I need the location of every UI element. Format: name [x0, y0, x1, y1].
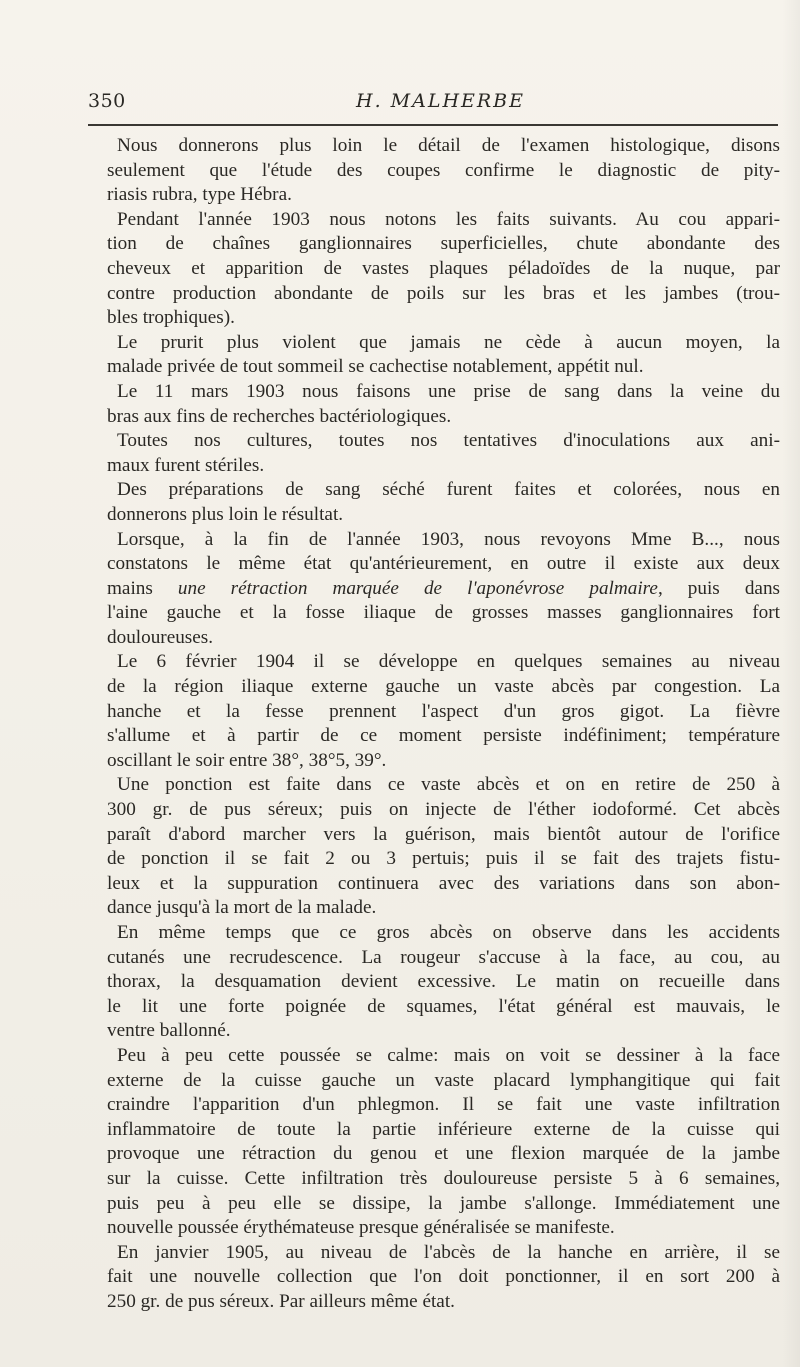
- text-line: seulement que l'étude des coupes confirme le diagnostic de pity-: [107, 159, 780, 181]
- text-line: l'aine gauche et la fosse iliaque de grosses masses ganglionnaires fort: [107, 602, 780, 624]
- text-line: 300 gr. de pus séreux; puis on injecte de l'éther iodoformé. Cet abcès: [107, 799, 780, 821]
- text-line: fait une nouvelle collection que l'on doit ponctionner, il en sort 200 à: [107, 1266, 780, 1288]
- text-line: malade privée de tout sommeil se cachectise notablement, appétit nul.: [107, 356, 644, 378]
- text-line: maux furent stériles.: [107, 454, 265, 476]
- text-line: Le prurit plus violent que jamais ne cède à aucun moyen, la: [117, 331, 780, 353]
- text-line: Nous donnerons plus loin le détail de l'examen histologique, disons: [117, 135, 780, 156]
- page-header: [88, 88, 778, 120]
- text-line: 250 gr. de pus séreux. Par ailleurs même état.: [107, 1290, 455, 1312]
- running-head: H. MALHERBE: [356, 90, 526, 112]
- text-line: s'allume et à partir de ce moment persiste indéfiniment; température: [107, 725, 780, 747]
- text-line: bras aux fins de recherches bactériologiques.: [107, 405, 452, 427]
- text-line: riasis rubra, type Hébra.: [107, 184, 292, 206]
- text-line: Peu à peu cette poussée se calme: mais on voit se dessiner à la face: [117, 1044, 780, 1066]
- text-line: Une ponction est faite dans ce vaste abcès et on en retire de 250 à: [117, 774, 780, 796]
- text-segment: , puis dans: [657, 577, 781, 599]
- text-line: leux et la suppuration continuera avec des variations dans son abon-: [107, 872, 780, 894]
- text-line: le lit une forte poignée de squames, l'état général est mauvais, le: [107, 995, 780, 1017]
- text-line: externe de la cuisse gauche un vaste placard lymphangitique qui fait: [107, 1069, 780, 1091]
- page-number: 350: [88, 90, 126, 112]
- page-edge-shadow: [782, 0, 800, 1367]
- text-line: de la région iliaque externe gauche un vaste abcès par congestion. La: [107, 676, 780, 698]
- text-line: donnerons plus loin le résultat.: [107, 503, 344, 525]
- text-line: Lorsque, à la fin de l'année 1903, nous revoyons Mme B..., nous: [117, 528, 780, 550]
- text-line: bles trophiques).: [107, 307, 235, 329]
- text-line: Pendant l'année 1903 nous notons les faits suivants. Au cou appari-: [117, 208, 780, 230]
- text-line: sur la cuisse. Cette infiltration très douloureuse persiste 5 à 6 semaines,: [107, 1167, 780, 1189]
- text-line: nouvelle poussée érythémateuse presque généralisée se manifeste.: [107, 1217, 615, 1239]
- text-line: Le 6 février 1904 il se développe en quelques semaines au niveau: [117, 651, 780, 673]
- text-line: Des préparations de sang séché furent faites et colorées, nous en: [117, 479, 780, 501]
- text-line: cutanés une recrudescence. La rougeur s'accuse à la face, au cou, au: [107, 946, 780, 968]
- body-text: [107, 134, 780, 1315]
- text-line: dance jusqu'à la mort de la malade.: [107, 897, 377, 919]
- text-line: [107, 577, 780, 602]
- text-line: Le 11 mars 1903 nous faisons une prise de sang dans la veine du: [117, 380, 780, 402]
- text-line: provoque une rétraction du genou et une flexion marquée de la jambe: [107, 1143, 780, 1165]
- text-line: inflammatoire de toute la partie inférieure externe de la cuisse qui: [107, 1118, 780, 1140]
- text-line: cheveux et apparition de vastes plaques péladoïdes de la nuque, par: [107, 257, 780, 279]
- text-line: oscillant le soir entre 38°, 38°5, 39°.: [107, 749, 387, 771]
- text-line: Toutes nos cultures, toutes nos tentatives d'inoculations aux ani-: [117, 430, 780, 452]
- text-segment: mains: [107, 577, 178, 599]
- text-line: tion de chaînes ganglionnaires superficielles, chute abondante des: [107, 233, 780, 255]
- text-line: puis peu à peu elle se dissipe, la jambe s'allonge. Immédiatement une: [107, 1192, 780, 1214]
- text-line: contre production abondante de poils sur les bras et les jambes (trou-: [107, 282, 780, 304]
- text-line: En même temps que ce gros abcès on observe dans les accidents: [117, 922, 780, 943]
- text-line: douloureuses.: [107, 626, 214, 648]
- text-line: hanche et la fesse prennent l'aspect d'un gros gigot. La fièvre: [107, 700, 780, 722]
- text-line: thorax, la desquamation devient excessive. Le matin on recueille dans: [107, 971, 780, 993]
- text-line: craindre l'apparition d'un phlegmon. Il se fait une vaste infiltration: [107, 1094, 780, 1116]
- text-line: de ponction il se fait 2 ou 3 pertuis; puis il se fait des trajets fistu-: [107, 848, 780, 870]
- text-line: paraît d'abord marcher vers la guérison, mais bientôt autour de l'orifice: [107, 823, 780, 845]
- italic-phrase: une rétraction marquée de l'aponévrose palmaire: [177, 577, 658, 599]
- text-line: En janvier 1905, au niveau de l'abcès de la hanche en arrière, il se: [117, 1241, 780, 1263]
- text-line: ventre ballonné.: [107, 1020, 231, 1042]
- text-line: constatons le même état qu'antérieurement, en outre il existe aux deux: [107, 553, 780, 575]
- header-rule: [88, 124, 778, 126]
